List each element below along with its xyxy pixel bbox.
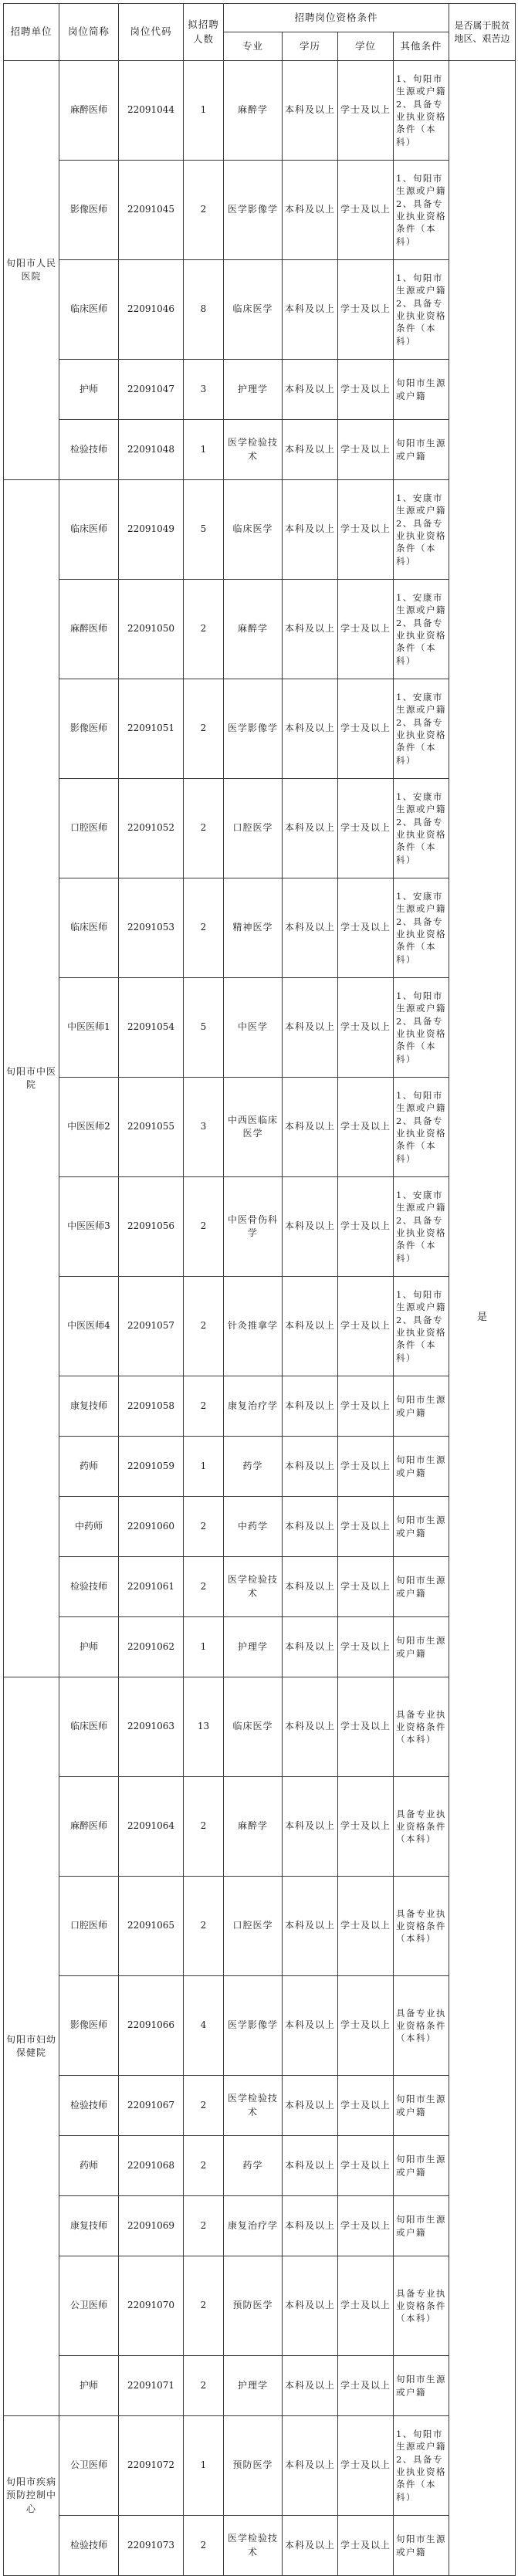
count-cell: 2 xyxy=(184,679,224,779)
table-row xyxy=(4,1277,516,1376)
degree-cell: 学士及以上 xyxy=(338,1617,394,1677)
major-cell: 中医学 xyxy=(224,978,283,1078)
degree-cell: 学士及以上 xyxy=(338,1557,394,1617)
count-cell: 1 xyxy=(184,420,224,480)
count-cell: 2 xyxy=(184,1277,224,1376)
post-name-cell: 临床医师 xyxy=(59,480,119,580)
table-row xyxy=(4,2196,516,2256)
other-conditions-cell: 旬阳市生源或户籍 xyxy=(394,1617,449,1677)
post-code-cell: 22091060 xyxy=(119,1497,184,1557)
post-code-cell: 22091054 xyxy=(119,978,184,1078)
post-name-cell: 临床医师 xyxy=(59,1677,119,1777)
table-body xyxy=(4,61,516,2576)
major-cell: 麻醉学 xyxy=(224,580,283,679)
unit-cell: 旬阳市中医院 xyxy=(4,480,59,1677)
post-name-cell: 口腔医师 xyxy=(59,779,119,878)
post-code-cell: 22091073 xyxy=(119,2516,184,2576)
post-name-cell: 护师 xyxy=(59,1617,119,1677)
post-code-cell: 22091055 xyxy=(119,1078,184,1177)
post-name-cell: 药师 xyxy=(59,1437,119,1497)
unit-cell: 旬阳市妇幼保健院 xyxy=(4,1677,59,2416)
major-cell: 中医骨伤科学 xyxy=(224,1177,283,1277)
post-name-cell: 影像医师 xyxy=(59,679,119,779)
header-major: 专业 xyxy=(224,32,283,61)
table-row xyxy=(4,420,516,480)
post-name-cell: 护师 xyxy=(59,2356,119,2416)
table-row xyxy=(4,580,516,679)
post-code-cell: 22091068 xyxy=(119,2136,184,2196)
major-cell: 医学影像学 xyxy=(224,1976,283,2076)
other-conditions-cell: 1、安康市生源或户籍2、具备专业执业资格条件（本科） xyxy=(394,779,449,878)
table-row xyxy=(4,1078,516,1177)
other-conditions-cell: 1、旬阳市生源或户籍2、具备专业执业资格条件（本科） xyxy=(394,2416,449,2516)
major-cell: 护理学 xyxy=(224,2356,283,2416)
degree-cell: 学士及以上 xyxy=(338,779,394,878)
other-conditions-cell: 1、旬阳市生源或户籍2、具备专业执业资格条件（本科） xyxy=(394,161,449,260)
table-row xyxy=(4,2256,516,2356)
degree-cell: 学士及以上 xyxy=(338,978,394,1078)
post-name-cell: 中医医师1 xyxy=(59,978,119,1078)
post-code-cell: 22091049 xyxy=(119,480,184,580)
post-code-cell: 22091046 xyxy=(119,260,184,360)
major-cell: 护理学 xyxy=(224,360,283,420)
post-code-cell: 22091072 xyxy=(119,2416,184,2516)
other-conditions-cell: 1、安康市生源或户籍2、具备专业执业资格条件（本科） xyxy=(394,679,449,779)
post-name-cell: 口腔医师 xyxy=(59,1877,119,1976)
other-conditions-cell: 旬阳市生源或户籍 xyxy=(394,360,449,420)
other-conditions-cell: 旬阳市生源或户籍 xyxy=(394,1376,449,1437)
degree-cell: 学士及以上 xyxy=(338,679,394,779)
degree-cell: 学士及以上 xyxy=(338,360,394,420)
major-cell: 麻醉学 xyxy=(224,61,283,161)
major-cell: 药学 xyxy=(224,2136,283,2196)
table-row xyxy=(4,2136,516,2196)
post-code-cell: 22091053 xyxy=(119,878,184,978)
degree-cell: 学士及以上 xyxy=(338,1177,394,1277)
degree-cell: 学士及以上 xyxy=(338,480,394,580)
other-conditions-cell: 1、旬阳市生源或户籍2、具备专业执业资格条件（本科） xyxy=(394,260,449,360)
post-name-cell: 检验技师 xyxy=(59,1557,119,1617)
degree-cell: 学士及以上 xyxy=(338,1976,394,2076)
major-cell: 中药学 xyxy=(224,1497,283,1557)
major-cell: 医学检验技术 xyxy=(224,420,283,480)
post-code-cell: 22091052 xyxy=(119,779,184,878)
other-conditions-cell: 1、旬阳市生源或户籍2、具备专业执业资格条件（本科） xyxy=(394,1277,449,1376)
other-conditions-cell: 具备专业执业资格条件（本科） xyxy=(394,1677,449,1777)
table-row xyxy=(4,480,516,580)
table-row xyxy=(4,679,516,779)
post-name-cell: 中医医师4 xyxy=(59,1277,119,1376)
count-cell: 2 xyxy=(184,2076,224,2136)
education-cell: 本科及以上 xyxy=(283,61,338,161)
post-name-cell: 影像医师 xyxy=(59,1976,119,2076)
count-cell: 2 xyxy=(184,1777,224,1877)
post-code-cell: 22091044 xyxy=(119,61,184,161)
degree-cell: 学士及以上 xyxy=(338,420,394,480)
post-name-cell: 中医医师2 xyxy=(59,1078,119,1177)
post-code-cell: 22091069 xyxy=(119,2196,184,2256)
post-code-cell: 22091062 xyxy=(119,1617,184,1677)
other-conditions-cell: 1、旬阳市生源或户籍2、具备专业执业资格条件（本科） xyxy=(394,978,449,1078)
table-row xyxy=(4,1976,516,2076)
post-name-cell: 护师 xyxy=(59,360,119,420)
count-cell: 5 xyxy=(184,480,224,580)
other-conditions-cell: 旬阳市生源或户籍 xyxy=(394,1497,449,1557)
degree-cell: 学士及以上 xyxy=(338,1078,394,1177)
post-code-cell: 22091045 xyxy=(119,161,184,260)
post-code-cell: 22091048 xyxy=(119,420,184,480)
major-cell: 口腔医学 xyxy=(224,779,283,878)
degree-cell: 学士及以上 xyxy=(338,580,394,679)
education-cell: 本科及以上 xyxy=(283,2356,338,2416)
other-conditions-cell: 旬阳市生源或户籍 xyxy=(394,2076,449,2136)
post-name-cell: 临床医师 xyxy=(59,878,119,978)
major-cell: 口腔医学 xyxy=(224,1877,283,1976)
degree-cell: 学士及以上 xyxy=(338,2256,394,2356)
header-count: 拟招聘人数 xyxy=(184,4,224,61)
count-cell: 2 xyxy=(184,1557,224,1617)
major-cell: 针灸推拿学 xyxy=(224,1277,283,1376)
count-cell: 2 xyxy=(184,2196,224,2256)
other-conditions-cell: 旬阳市生源或户籍 xyxy=(394,2516,449,2576)
other-conditions-cell: 具备专业执业资格条件（本科） xyxy=(394,2256,449,2356)
degree-cell: 学士及以上 xyxy=(338,2356,394,2416)
table-row xyxy=(4,1617,516,1677)
table-row xyxy=(4,2416,516,2516)
degree-cell: 学士及以上 xyxy=(338,1277,394,1376)
header-education: 学历 xyxy=(283,32,338,61)
education-cell: 本科及以上 xyxy=(283,1677,338,1777)
count-cell: 2 xyxy=(184,161,224,260)
education-cell: 本科及以上 xyxy=(283,1777,338,1877)
education-cell: 本科及以上 xyxy=(283,1976,338,2076)
other-conditions-cell: 具备专业执业资格条件（本科） xyxy=(394,1877,449,1976)
major-cell: 医学检验技术 xyxy=(224,2516,283,2576)
other-conditions-cell: 1、旬阳市生源或户籍2、具备专业执业资格条件（本科） xyxy=(394,1078,449,1177)
education-cell: 本科及以上 xyxy=(283,2076,338,2136)
post-name-cell: 中药师 xyxy=(59,1497,119,1557)
header-other: 其他条件 xyxy=(394,32,449,61)
major-cell: 临床医学 xyxy=(224,260,283,360)
other-conditions-cell: 1、安康市生源或户籍2、具备专业执业资格条件（本科） xyxy=(394,480,449,580)
post-name-cell: 康复技师 xyxy=(59,2196,119,2256)
education-cell: 本科及以上 xyxy=(283,580,338,679)
education-cell: 本科及以上 xyxy=(283,978,338,1078)
other-conditions-cell: 1、安康市生源或户籍2、具备专业执业资格条件（本科） xyxy=(394,1177,449,1277)
major-cell: 护理学 xyxy=(224,1617,283,1677)
education-cell: 本科及以上 xyxy=(283,1376,338,1437)
count-cell: 2 xyxy=(184,1877,224,1976)
major-cell: 药学 xyxy=(224,1437,283,1497)
table-row xyxy=(4,1877,516,1976)
header-degree: 学位 xyxy=(338,32,394,61)
count-cell: 3 xyxy=(184,360,224,420)
post-code-cell: 22091065 xyxy=(119,1877,184,1976)
table-row xyxy=(4,1437,516,1497)
education-cell: 本科及以上 xyxy=(283,2196,338,2256)
degree-cell: 学士及以上 xyxy=(338,1437,394,1497)
education-cell: 本科及以上 xyxy=(283,480,338,580)
other-conditions-cell: 旬阳市生源或户籍 xyxy=(394,420,449,480)
education-cell: 本科及以上 xyxy=(283,1078,338,1177)
major-cell: 精神医学 xyxy=(224,878,283,978)
poor-area-cell: 是 xyxy=(449,61,516,2576)
degree-cell: 学士及以上 xyxy=(338,2196,394,2256)
count-cell: 2 xyxy=(184,2256,224,2356)
post-name-cell: 中医医师3 xyxy=(59,1177,119,1277)
count-cell: 1 xyxy=(184,2416,224,2516)
count-cell: 8 xyxy=(184,260,224,360)
table-row xyxy=(4,779,516,878)
count-cell: 1 xyxy=(184,1437,224,1497)
post-code-cell: 22091056 xyxy=(119,1177,184,1277)
post-name-cell: 麻醉医师 xyxy=(59,1777,119,1877)
degree-cell: 学士及以上 xyxy=(338,161,394,260)
count-cell: 1 xyxy=(184,61,224,161)
count-cell: 2 xyxy=(184,1497,224,1557)
table-row xyxy=(4,978,516,1078)
post-name-cell: 检验技师 xyxy=(59,2516,119,2576)
table-row xyxy=(4,260,516,360)
education-cell: 本科及以上 xyxy=(283,420,338,480)
table-row xyxy=(4,61,516,161)
post-code-cell: 22091058 xyxy=(119,1376,184,1437)
post-code-cell: 22091047 xyxy=(119,360,184,420)
major-cell: 预防医学 xyxy=(224,2416,283,2516)
other-conditions-cell: 旬阳市生源或户籍 xyxy=(394,2196,449,2256)
header-post-name: 岗位简称 xyxy=(59,4,119,61)
count-cell: 3 xyxy=(184,1078,224,1177)
table-row xyxy=(4,1376,516,1437)
table-header xyxy=(4,4,516,61)
other-conditions-cell: 旬阳市生源或户籍 xyxy=(394,2136,449,2196)
count-cell: 2 xyxy=(184,878,224,978)
count-cell: 2 xyxy=(184,2356,224,2416)
header-unit: 招聘单位 xyxy=(4,4,59,61)
post-code-cell: 22091064 xyxy=(119,1777,184,1877)
post-code-cell: 22091050 xyxy=(119,580,184,679)
education-cell: 本科及以上 xyxy=(283,260,338,360)
count-cell: 4 xyxy=(184,1976,224,2076)
degree-cell: 学士及以上 xyxy=(338,260,394,360)
header-poor-area: 是否属于脱贫地区、艰苦边 xyxy=(449,4,516,61)
count-cell: 2 xyxy=(184,779,224,878)
post-name-cell: 麻醉医师 xyxy=(59,61,119,161)
major-cell: 医学影像学 xyxy=(224,161,283,260)
unit-cell: 旬阳市人民医院 xyxy=(4,61,59,480)
degree-cell: 学士及以上 xyxy=(338,1877,394,1976)
other-conditions-cell: 1、安康市生源或户籍2、具备专业执业资格条件（本科） xyxy=(394,580,449,679)
major-cell: 临床医学 xyxy=(224,1677,283,1777)
post-name-cell: 麻醉医师 xyxy=(59,580,119,679)
table-row xyxy=(4,2356,516,2416)
post-code-cell: 22091059 xyxy=(119,1437,184,1497)
other-conditions-cell: 旬阳市生源或户籍 xyxy=(394,2356,449,2416)
degree-cell: 学士及以上 xyxy=(338,2076,394,2136)
count-cell: 2 xyxy=(184,1376,224,1437)
post-code-cell: 22091057 xyxy=(119,1277,184,1376)
education-cell: 本科及以上 xyxy=(283,1617,338,1677)
degree-cell: 学士及以上 xyxy=(338,2516,394,2576)
education-cell: 本科及以上 xyxy=(283,1177,338,1277)
education-cell: 本科及以上 xyxy=(283,779,338,878)
education-cell: 本科及以上 xyxy=(283,1557,338,1617)
education-cell: 本科及以上 xyxy=(283,2516,338,2576)
post-code-cell: 22091066 xyxy=(119,1976,184,2076)
post-code-cell: 22091051 xyxy=(119,679,184,779)
table-row xyxy=(4,1777,516,1877)
degree-cell: 学士及以上 xyxy=(338,1376,394,1437)
education-cell: 本科及以上 xyxy=(283,1497,338,1557)
education-cell: 本科及以上 xyxy=(283,1877,338,1976)
post-name-cell: 检验技师 xyxy=(59,2076,119,2136)
degree-cell: 学士及以上 xyxy=(338,1777,394,1877)
table-row xyxy=(4,161,516,260)
header-post-code: 岗位代码 xyxy=(119,4,184,61)
count-cell: 1 xyxy=(184,1617,224,1677)
degree-cell: 学士及以上 xyxy=(338,1677,394,1777)
post-name-cell: 检验技师 xyxy=(59,420,119,480)
degree-cell: 学士及以上 xyxy=(338,1497,394,1557)
other-conditions-cell: 旬阳市生源或户籍 xyxy=(394,1557,449,1617)
education-cell: 本科及以上 xyxy=(283,1437,338,1497)
post-code-cell: 22091067 xyxy=(119,2076,184,2136)
count-cell: 5 xyxy=(184,978,224,1078)
major-cell: 预防医学 xyxy=(224,2256,283,2356)
post-code-cell: 22091061 xyxy=(119,1557,184,1617)
recruitment-table xyxy=(3,3,516,2576)
major-cell: 中西医临床医学 xyxy=(224,1078,283,1177)
education-cell: 本科及以上 xyxy=(283,679,338,779)
table-row xyxy=(4,360,516,420)
other-conditions-cell: 具备专业执业资格条件（本科） xyxy=(394,1976,449,2076)
education-cell: 本科及以上 xyxy=(283,2136,338,2196)
other-conditions-cell: 具备专业执业资格条件（本科） xyxy=(394,1777,449,1877)
degree-cell: 学士及以上 xyxy=(338,2136,394,2196)
post-name-cell: 康复技师 xyxy=(59,1376,119,1437)
post-code-cell: 22091063 xyxy=(119,1677,184,1777)
major-cell: 医学影像学 xyxy=(224,679,283,779)
degree-cell: 学士及以上 xyxy=(338,61,394,161)
header-conditions: 招聘岗位资格条件 xyxy=(224,4,449,32)
table-row xyxy=(4,2076,516,2136)
count-cell: 13 xyxy=(184,1677,224,1777)
other-conditions-cell: 1、安康市生源或户籍2、具备专业执业资格条件（本科） xyxy=(394,878,449,978)
education-cell: 本科及以上 xyxy=(283,878,338,978)
unit-cell: 旬阳市疾病预防控制中心 xyxy=(4,2416,59,2576)
post-name-cell: 影像医师 xyxy=(59,161,119,260)
table-row xyxy=(4,878,516,978)
count-cell: 2 xyxy=(184,2136,224,2196)
major-cell: 麻醉学 xyxy=(224,1777,283,1877)
post-code-cell: 22091071 xyxy=(119,2356,184,2416)
major-cell: 康复治疗学 xyxy=(224,1376,283,1437)
post-name-cell: 公卫医师 xyxy=(59,2416,119,2516)
major-cell: 临床医学 xyxy=(224,480,283,580)
table-row xyxy=(4,1557,516,1617)
post-code-cell: 22091070 xyxy=(119,2256,184,2356)
post-name-cell: 公卫医师 xyxy=(59,2256,119,2356)
count-cell: 2 xyxy=(184,580,224,679)
education-cell: 本科及以上 xyxy=(283,161,338,260)
other-conditions-cell: 1、旬阳市生源或户籍2、具备专业执业资格条件（本科） xyxy=(394,61,449,161)
major-cell: 康复治疗学 xyxy=(224,2196,283,2256)
education-cell: 本科及以上 xyxy=(283,1277,338,1376)
recruitment-table-wrapper xyxy=(3,3,515,2576)
count-cell: 2 xyxy=(184,2516,224,2576)
education-cell: 本科及以上 xyxy=(283,2256,338,2356)
major-cell: 医学检验技术 xyxy=(224,1557,283,1617)
table-row xyxy=(4,1177,516,1277)
post-name-cell: 临床医师 xyxy=(59,260,119,360)
other-conditions-cell: 旬阳市生源或户籍 xyxy=(394,1437,449,1497)
post-name-cell: 药师 xyxy=(59,2136,119,2196)
degree-cell: 学士及以上 xyxy=(338,2416,394,2516)
table-row xyxy=(4,2516,516,2576)
table-row xyxy=(4,1677,516,1777)
degree-cell: 学士及以上 xyxy=(338,878,394,978)
education-cell: 本科及以上 xyxy=(283,2416,338,2516)
education-cell: 本科及以上 xyxy=(283,360,338,420)
table-row xyxy=(4,1497,516,1557)
major-cell: 医学检验技术 xyxy=(224,2076,283,2136)
count-cell: 2 xyxy=(184,1177,224,1277)
